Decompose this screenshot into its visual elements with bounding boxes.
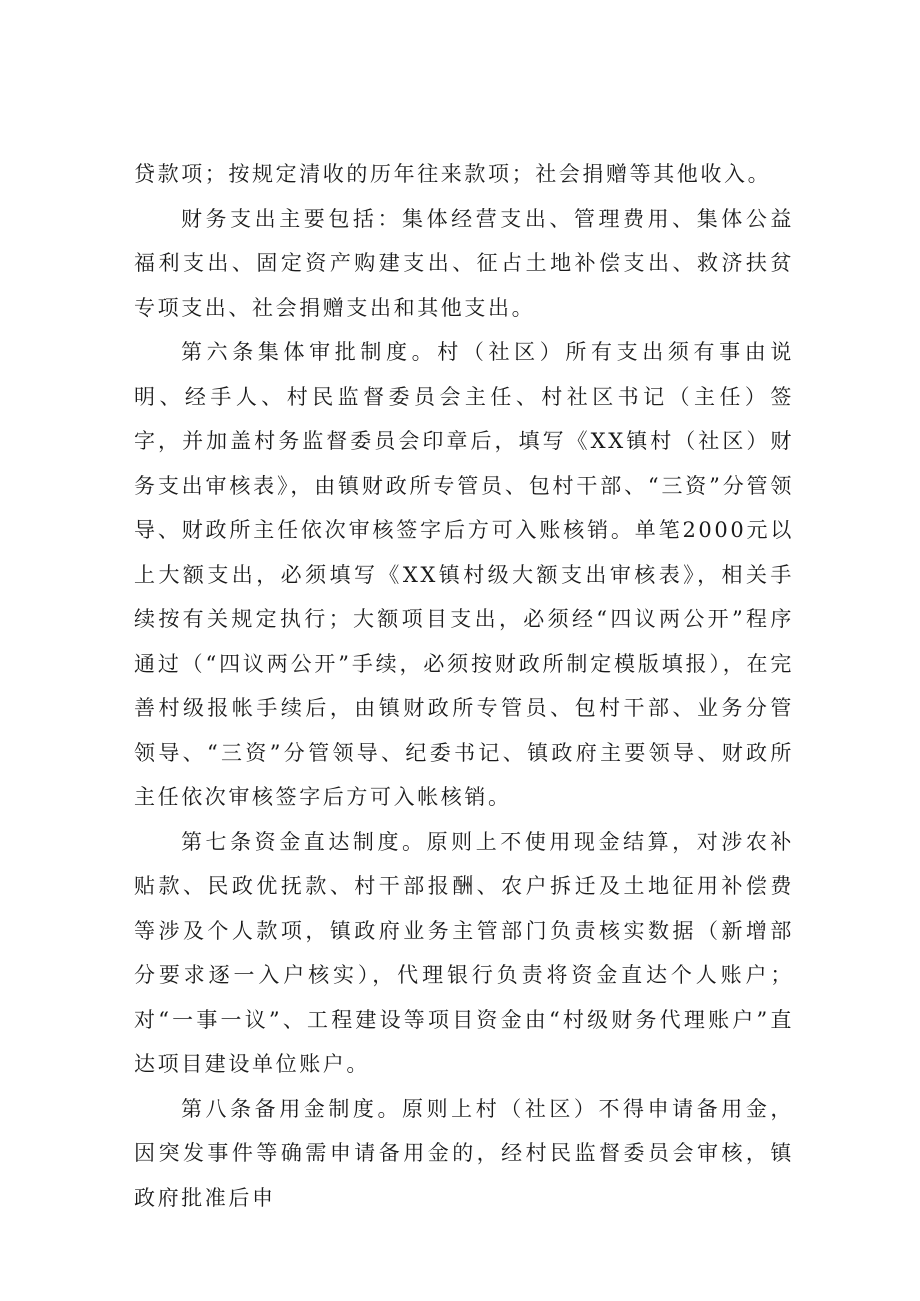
document-body: [134, 152, 794, 1220]
paragraph-article-8: 第八条备用金制度。原则上村（社区）不得申请备用金，因突发事件等确需申请备用金的，经村民监督委员会审核，镇政府批准后申: [134, 1096, 794, 1210]
paragraph-expenditure: 财务支出主要包括：集体经营支出、管理费用、集体公益福利支出、固定资产购建支出、征占土地补偿支出、救济扶贫专项支出、社会捐赠支出和其他支出。: [134, 206, 794, 320]
paragraph-article-7: 第七条资金直达制度。原则上不使用现金结算，对涉农补贴款、民政优抚款、村干部报酬、农户拆迁及土地征用补偿费等涉及个人款项，镇政府业务主管部门负责核实数据（新增部分要求逐一入户核实），代理银行负责将资金直达个人账户；对“一事一议”、工程建设等项目资金由“村级财务代理账户”直达项目建设单位账户。: [134, 829, 794, 1076]
paragraph-income-continued: 贷款项；按规定清收的历年往来款项；社会捐赠等其他收入。: [134, 162, 772, 186]
paragraph-article-6: 第六条集体审批制度。村（社区）所有支出须有事由说明、经手人、村民监督委员会主任、村社区书记（主任）签字，并加盖村务监督委员会印章后，填写《XX镇村（社区）财务支出审核表》，由镇财政所专管员、包村干部、“三资”分管领导、财政所主任依次审核签字后方可入账核销。单笔2000元以上大额支出，必须填写《XX镇村级大额支出审核表》，相关手续按有关规定执行；大额项目支出，必须经“四议两公开”程序通过（“四议两公开”手续，必须按财政所制定模版填报），在完善村级报帐手续后，由镇财政所专管员、包村干部、业务分管领导、“三资”分管领导、纪委书记、镇政府主要领导、财政所主任依次审核签字后方可入帐核销。: [134, 340, 794, 809]
